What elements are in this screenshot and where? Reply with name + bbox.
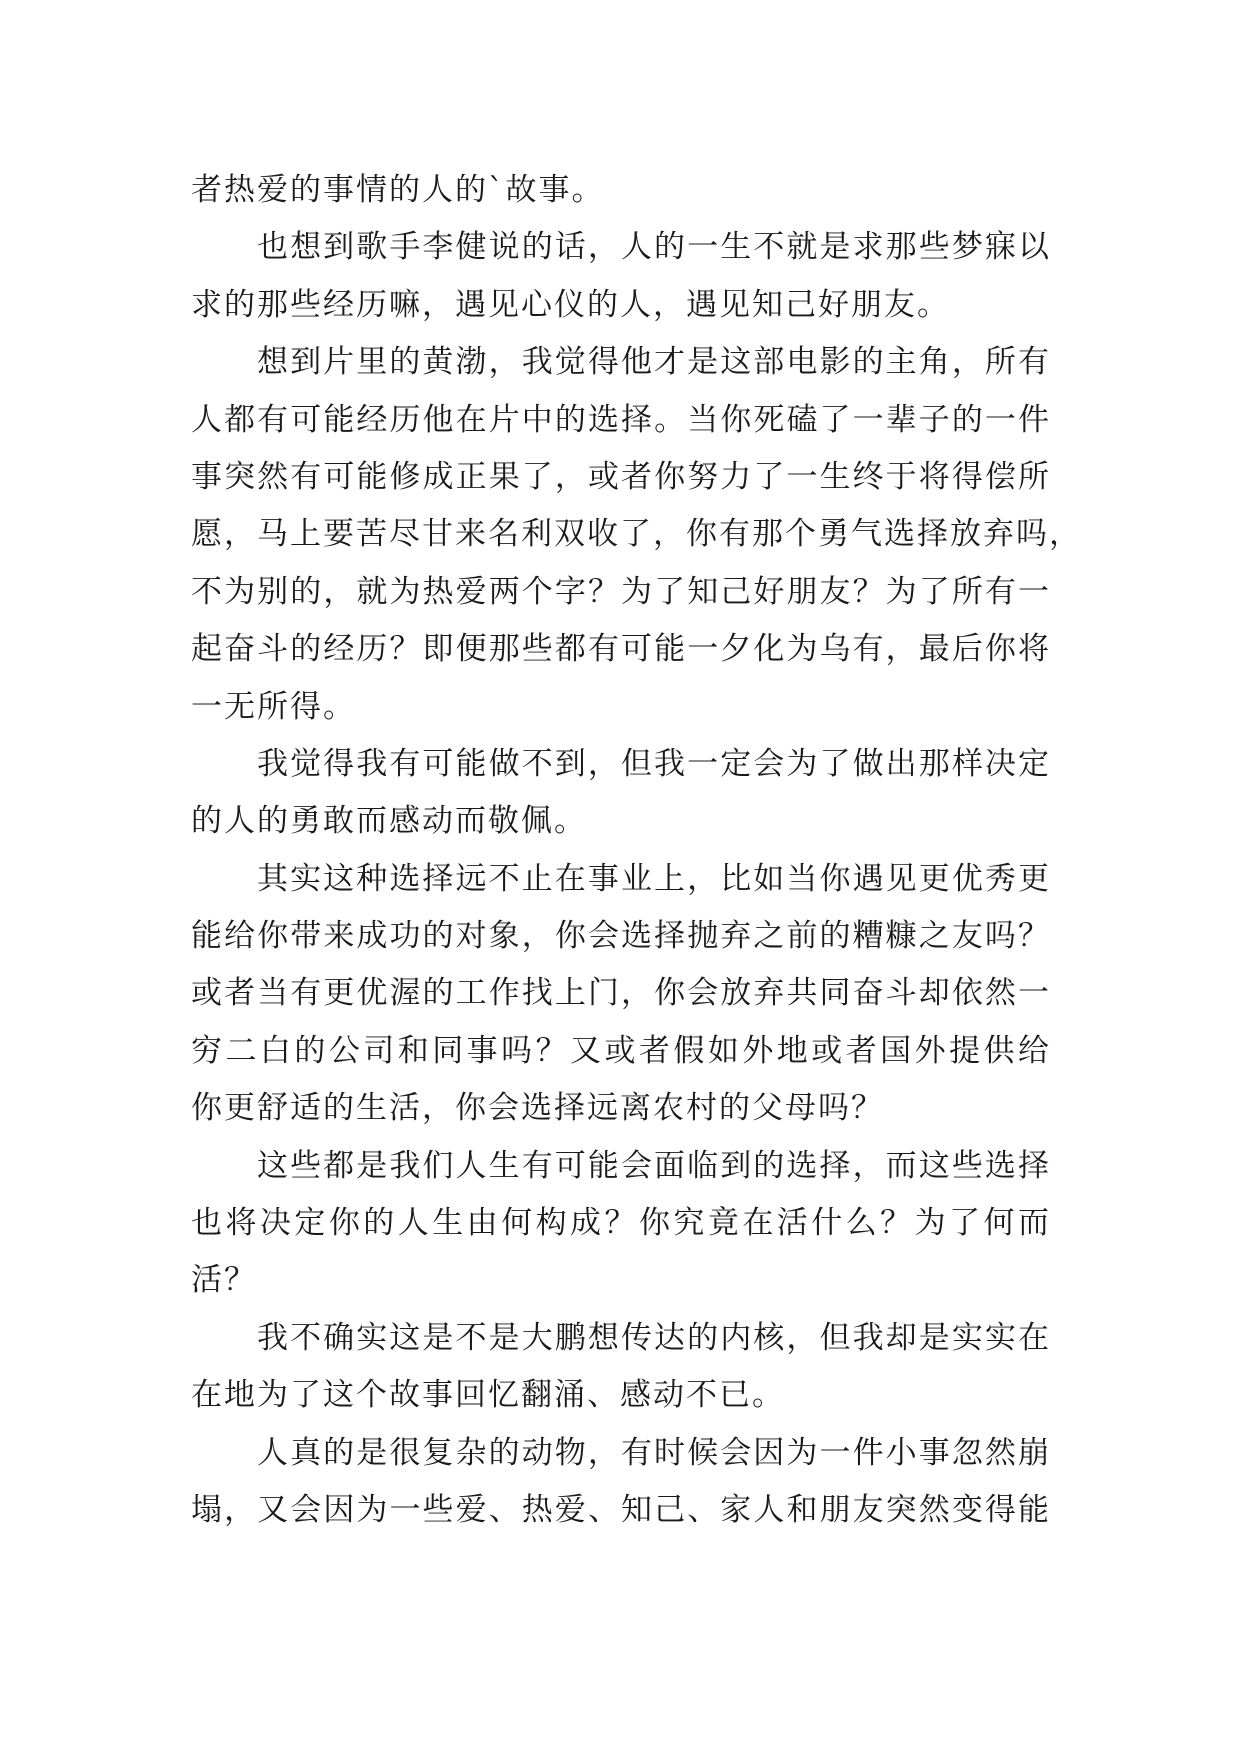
text-line: 活？	[191, 1262, 257, 1299]
text-line: 的人的勇敢而感动而敬佩。	[191, 803, 587, 840]
text-line: 想到片里的黄渤，我觉得他才是这部电影的主角，所有	[257, 344, 1051, 381]
text-line: 我觉得我有可能做不到，但我一定会为了做出那样决定	[257, 745, 1051, 782]
text-line: 也想到歌手李健说的话，人的一生不就是求那些梦寐以	[257, 229, 1051, 266]
text-line: 我不确实这是不是大鹏想传达的内核，但我却是实实在	[257, 1319, 1051, 1356]
text-line: 一无所得。	[191, 688, 356, 725]
document-body	[191, 162, 1082, 1539]
text-line: 人真的是很复杂的动物，有时候会因为一件小事忽然崩	[257, 1434, 1051, 1471]
text-line: 起奋斗的经历？即便那些都有可能一夕化为乌有，最后你将	[191, 631, 1051, 668]
text-line: 其实这种选择远不止在事业上，比如当你遇见更优秀更	[257, 860, 1051, 897]
text-line: 愿，马上要苦尽甘来名利双收了，你有那个勇气选择放弃吗，	[191, 516, 1082, 553]
text-line: 不为别的，就为热爱两个字？为了知己好朋友？为了所有一	[191, 573, 1051, 610]
text-line: 这些都是我们人生有可能会面临到的选择，而这些选择	[257, 1147, 1051, 1184]
text-line: 者热爱的事情的人的`故事。	[191, 172, 605, 208]
text-line: 事突然有可能修成正果了，或者你努力了一生终于将得偿所	[191, 458, 1051, 495]
text-line: 求的那些经历嘛，遇见心仪的人，遇见知己好朋友。	[191, 286, 950, 323]
text-line: 穷二白的公司和同事吗？又或者假如外地或者国外提供给	[191, 1032, 1051, 1069]
text-line: 你更舒适的生活，你会选择远离农村的父母吗？	[191, 1090, 884, 1127]
text-line: 在地为了这个故事回忆翻涌、感动不已。	[191, 1377, 785, 1414]
text-line: 能给你带来成功的对象，你会选择抛弃之前的糟糠之友吗？	[191, 918, 1051, 955]
text-line: 也将决定你的人生由何构成？你究竟在活什么？为了何而	[191, 1205, 1051, 1242]
text-line: 或者当有更优渥的工作找上门，你会放弃共同奋斗却依然一	[191, 975, 1051, 1012]
text-line: 人都有可能经历他在片中的选择。当你死磕了一辈子的一件	[191, 401, 1051, 438]
text-line: 塌，又会因为一些爱、热爱、知己、家人和朋友突然变得能	[191, 1491, 1051, 1528]
